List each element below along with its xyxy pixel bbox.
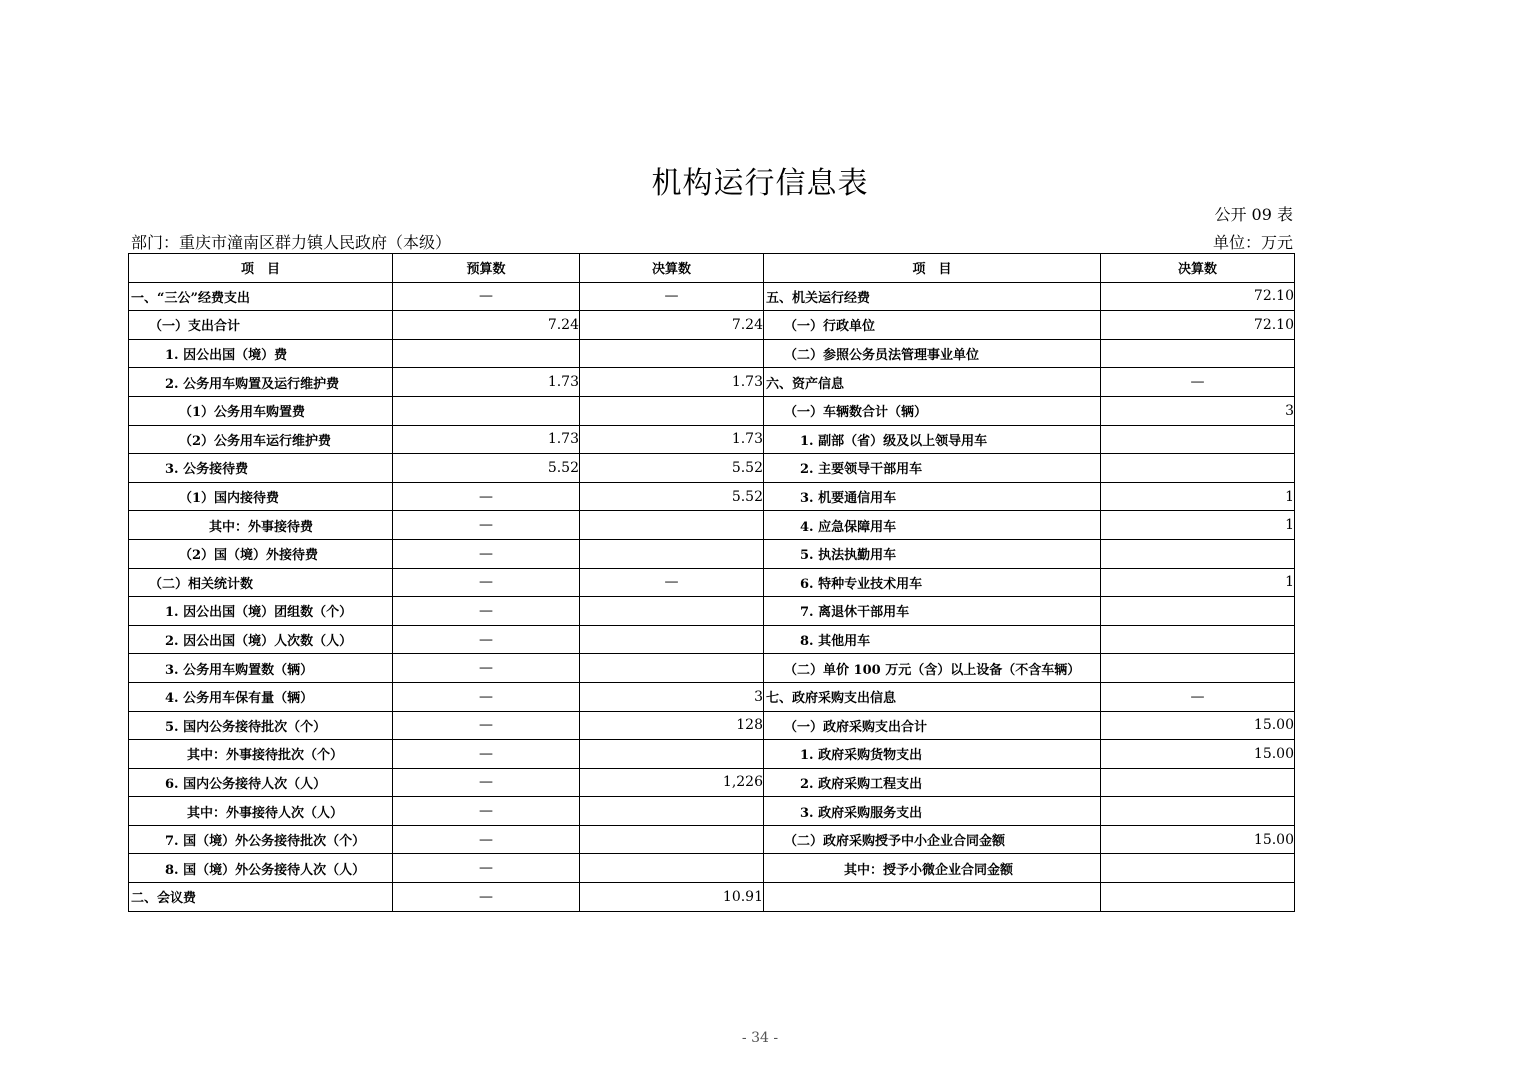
table-row [129,797,1295,826]
table-row [129,597,1295,626]
row-final-right-value [1101,625,1295,654]
row-budget-value: 1.73 [393,368,580,397]
row-item-right: 2. 主要领导干部用车 [764,454,1101,483]
row-final-right-value [1101,454,1295,483]
row-final-right-value: 72.10 [1101,311,1295,340]
header-budget: 预算数 [393,254,580,283]
table-row [129,654,1295,683]
row-budget-value: — [393,711,580,740]
row-item-left: 6. 国内公务接待人次（人） [129,768,393,797]
row-item-left: 3. 公务接待费 [129,454,393,483]
row-budget-value: — [393,883,580,912]
table-row [129,454,1295,483]
row-budget-value: — [393,797,580,826]
row-item-right: 五、机关运行经费 [764,282,1101,311]
row-final-right-value [1101,883,1295,912]
row-item-right: 1. 政府采购货物支出 [764,740,1101,769]
header-final-left: 决算数 [580,254,764,283]
row-final-right-value: 15.00 [1101,711,1295,740]
row-item-left: 其中：外事接待批次（个） [129,740,393,769]
row-final-right-value [1101,339,1295,368]
row-final-right-value: — [1101,682,1295,711]
row-budget-value: — [393,768,580,797]
row-final-right-value [1101,425,1295,454]
row-item-left: 7. 国（境）外公务接待批次（个） [129,825,393,854]
row-item-left: （二）相关统计数 [129,568,393,597]
row-item-right: 七、政府采购支出信息 [764,682,1101,711]
row-budget-value: — [393,625,580,654]
row-budget-value: — [393,568,580,597]
row-final-value: 7.24 [580,311,764,340]
table-row [129,311,1295,340]
row-final-value: 5.52 [580,454,764,483]
row-budget-value: 7.24 [393,311,580,340]
row-final-value [580,625,764,654]
row-item-left: （2）公务用车运行维护费 [129,425,393,454]
row-final-value [580,854,764,883]
row-item-right: （二）单价 100 万元（含）以上设备（不含车辆） [764,654,1101,683]
row-final-right-value: 15.00 [1101,825,1295,854]
row-item-left: 8. 国（境）外公务接待人次（人） [129,854,393,883]
table-header-row [129,254,1295,283]
row-final-value: 10.91 [580,883,764,912]
table-row [129,740,1295,769]
row-item-left: 其中：外事接待人次（人） [129,797,393,826]
row-item-right: 2. 政府采购工程支出 [764,768,1101,797]
row-item-left: （2）国（境）外接待费 [129,539,393,568]
row-final-value [580,339,764,368]
table-row [129,883,1295,912]
row-budget-value: — [393,539,580,568]
row-final-value [580,825,764,854]
row-budget-value: — [393,740,580,769]
row-item-right: （一）政府采购支出合计 [764,711,1101,740]
row-item-right: 4. 应急保障用车 [764,511,1101,540]
row-item-right: （一）行政单位 [764,311,1101,340]
row-final-value [580,539,764,568]
row-final-value: — [580,568,764,597]
row-budget-value: — [393,825,580,854]
row-final-value: 3 [580,682,764,711]
table-row [129,396,1295,425]
row-item-right: 六、资产信息 [764,368,1101,397]
row-item-left: 5. 国内公务接待批次（个） [129,711,393,740]
row-final-right-value: 1 [1101,511,1295,540]
row-item-right: 8. 其他用车 [764,625,1101,654]
row-budget-value: — [393,854,580,883]
table-row [129,539,1295,568]
row-budget-value: — [393,482,580,511]
row-final-right-value: — [1101,368,1295,397]
row-item-left: 4. 公务用车保有量（辆） [129,682,393,711]
row-item-right: 其中：授予小微企业合同金额 [764,854,1101,883]
row-item-left: （1）公务用车购置费 [129,396,393,425]
row-budget-value: 5.52 [393,454,580,483]
row-final-value [580,654,764,683]
row-item-left: （一）支出合计 [129,311,393,340]
row-final-value [580,511,764,540]
row-item-right: 3. 机要通信用车 [764,482,1101,511]
row-budget-value: 1.73 [393,425,580,454]
row-item-right: 6. 特种专业技术用车 [764,568,1101,597]
row-item-left: 二、会议费 [129,883,393,912]
unit-label: 单位：万元 [1212,233,1293,252]
info-table [128,253,1295,912]
form-number: 公开 09 表 [1214,205,1293,224]
row-item-left: 2. 因公出国（境）人次数（人） [129,625,393,654]
row-final-right-value: 1 [1101,568,1295,597]
row-budget-value: — [393,511,580,540]
row-item-right: 3. 政府采购服务支出 [764,797,1101,826]
table-row [129,511,1295,540]
row-final-value [580,597,764,626]
row-final-value: — [580,282,764,311]
row-item-left: 1. 因公出国（境）费 [129,339,393,368]
row-final-value [580,797,764,826]
table-row [129,339,1295,368]
row-budget-value [393,396,580,425]
row-final-right-value: 3 [1101,396,1295,425]
row-final-value: 1,226 [580,768,764,797]
row-item-left: （1）国内接待费 [129,482,393,511]
row-final-value [580,396,764,425]
row-final-right-value: 15.00 [1101,740,1295,769]
row-final-right-value [1101,539,1295,568]
row-budget-value: — [393,597,580,626]
row-item-right: 1. 副部（省）级及以上领导用车 [764,425,1101,454]
row-final-right-value [1101,597,1295,626]
row-final-right-value: 1 [1101,482,1295,511]
row-item-right: 7. 离退休干部用车 [764,597,1101,626]
row-final-value: 5.52 [580,482,764,511]
table-row [129,768,1295,797]
row-final-right-value: 72.10 [1101,282,1295,311]
row-item-right [764,883,1101,912]
header-item-right: 项 目 [764,254,1101,283]
page-number: - 34 - [741,1030,779,1046]
row-final-right-value [1101,854,1295,883]
table-row [129,568,1295,597]
row-budget-value: — [393,654,580,683]
header-item-left: 项 目 [129,254,393,283]
row-item-left: 其中：外事接待费 [129,511,393,540]
row-item-left: 一、“三公”经费支出 [129,282,393,311]
row-budget-value: — [393,682,580,711]
table-row [129,711,1295,740]
table-row [129,482,1295,511]
table-row [129,682,1295,711]
row-final-value: 1.73 [580,425,764,454]
row-final-right-value [1101,654,1295,683]
row-item-left: 2. 公务用车购置及运行维护费 [129,368,393,397]
row-item-right: （二）政府采购授予中小企业合同金额 [764,825,1101,854]
row-item-right: （二）参照公务员法管理事业单位 [764,339,1101,368]
table-row [129,368,1295,397]
row-item-left: 1. 因公出国（境）团组数（个） [129,597,393,626]
department-label: 部门：重庆市潼南区群力镇人民政府（本级） [131,233,452,252]
row-final-value [580,740,764,769]
row-budget-value [393,339,580,368]
table-row [129,854,1295,883]
row-item-left: 3. 公务用车购置数（辆） [129,654,393,683]
table-row [129,825,1295,854]
row-item-right: （一）车辆数合计（辆） [764,396,1101,425]
header-final-right: 决算数 [1101,254,1295,283]
row-final-value: 1.73 [580,368,764,397]
row-final-right-value [1101,768,1295,797]
row-item-right: 5. 执法执勤用车 [764,539,1101,568]
row-budget-value: — [393,282,580,311]
table-row [129,425,1295,454]
table-row [129,625,1295,654]
page-title: 机构运行信息表 [651,166,869,201]
row-final-value: 128 [580,711,764,740]
table-row [129,282,1295,311]
row-final-right-value [1101,797,1295,826]
